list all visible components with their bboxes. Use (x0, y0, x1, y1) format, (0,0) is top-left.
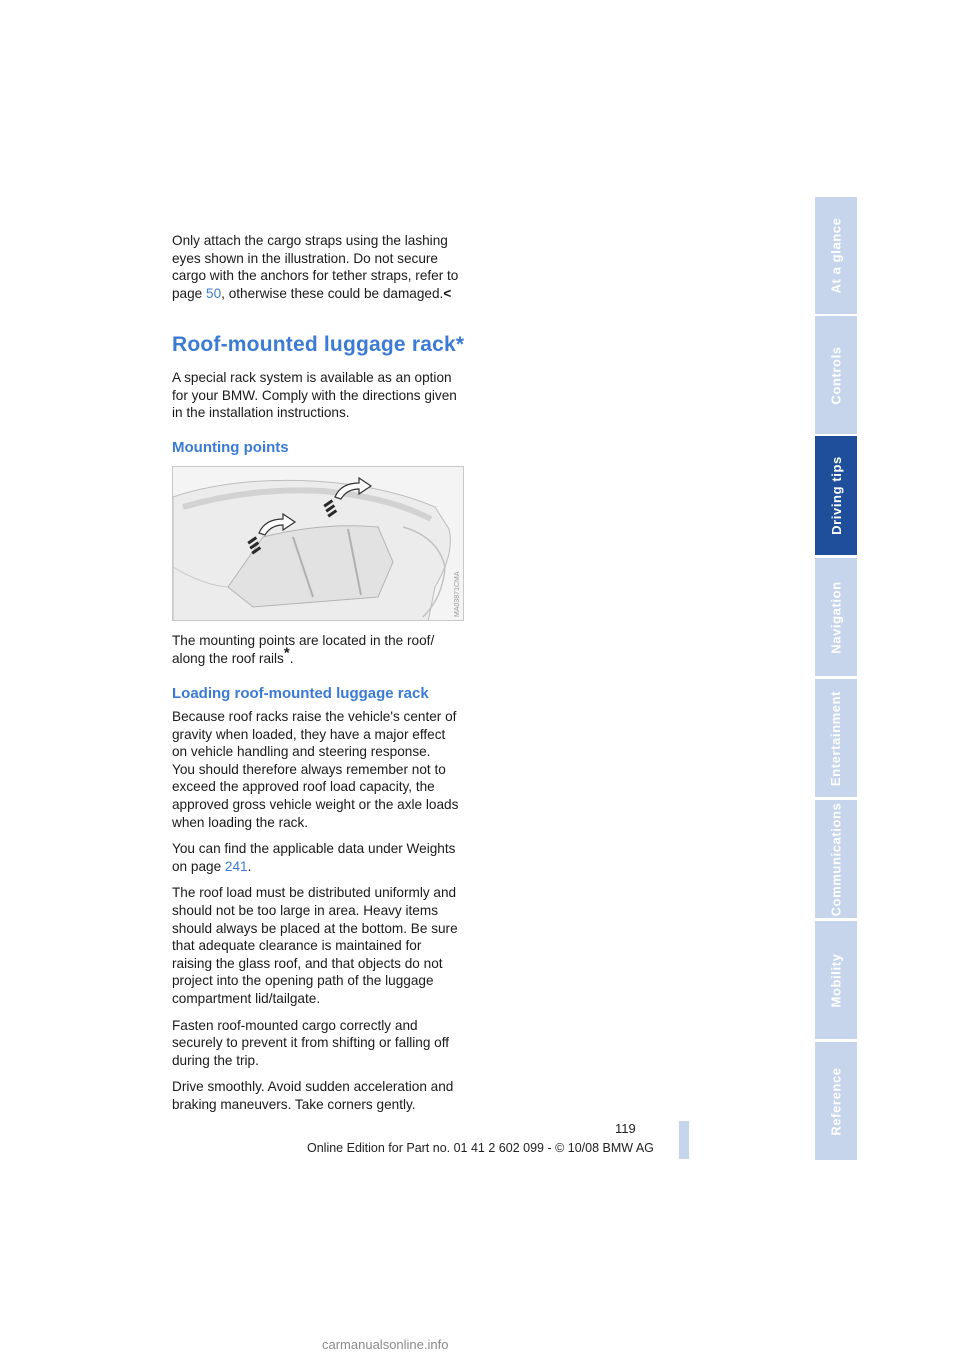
tab-driving-tips[interactable]: Driving tips (815, 436, 857, 555)
loading-paragraph-4: Fasten roof-mounted cargo correctly and securely to prevent it from shifting or falling off during the trip. (172, 1017, 450, 1068)
page-number: 119 (615, 1121, 636, 1136)
section-title: Roof-mounted luggage rack* (172, 333, 465, 356)
mounting-caption-end: . (289, 650, 294, 666)
page-number-bar (679, 1121, 689, 1159)
intro-paragraph (172, 232, 464, 302)
tab-at-a-glance[interactable]: At a glance (815, 197, 857, 314)
edition-footer: Online Edition for Part no. 01 41 2 602 099 - © 10/08 BMW AG (307, 1141, 654, 1155)
section-intro (172, 369, 464, 422)
loading-paragraph-2: You can find the applicable data under Weights on page (172, 841, 456, 874)
page-link-50[interactable]: 50 (206, 285, 222, 301)
car-roof-drawing (173, 467, 464, 621)
loading-body (172, 708, 464, 1113)
end-mark: < (443, 285, 452, 301)
tab-navigation[interactable]: Navigation (815, 558, 857, 676)
page-link-241[interactable]: 241 (224, 858, 248, 874)
intro-text: Only attach the cargo straps using the lashing eyes shown in the illustration. Do not secure cargo with the anchors for tether straps, refer to page (172, 233, 459, 301)
intro-text-end: , otherwise these could be damaged. (221, 285, 444, 301)
loading-paragraph-3: The roof load must be distributed uniformly and should not be too large in area. Heavy items should always be placed at the bottom. Be sure that adequate clearance is maintained for raising the glass roof, and that objects do not project into the opening path of the luggage compartment lid/tailgate. (172, 885, 458, 1006)
mounting-caption-text: The mounting points are located in the roof/ along the roof rails (172, 633, 435, 666)
mounting-caption (172, 632, 464, 667)
tab-mobility[interactable]: Mobility (815, 921, 857, 1039)
loading-paragraph-1b: You should therefore always remember not to exceed the approved roof load capacity, the approved gross vehicle weight or the axle loads when loading the rack. (172, 761, 459, 830)
roof-mounting-illustration (172, 466, 464, 621)
option-star: * (283, 644, 290, 662)
section-intro-text: A special rack system is available as an option for your BMW. Comply with the directions given in the installation instructions. (172, 370, 457, 421)
chapter-sidebar (815, 197, 857, 1160)
tab-entertainment[interactable]: Entertainment (815, 679, 857, 797)
loading-paragraph-5: Drive smoothly. Avoid sudden acceleration and braking maneuvers. Take corners gently. (172, 1079, 454, 1112)
loading-paragraph-2-end: . (247, 858, 252, 874)
tab-communications[interactable]: Communications (815, 800, 857, 918)
loading-paragraph-1a: Because roof racks raise the vehicle's center of gravity when loaded, they have a major effect on vehicle handling and steering response. (172, 709, 457, 760)
tab-controls[interactable]: Controls (815, 316, 857, 434)
loading-heading: Loading roof-mounted luggage rack (172, 685, 429, 702)
figure-code: MA03871CMA (454, 571, 461, 617)
mounting-heading: Mounting points (172, 439, 289, 456)
tab-reference[interactable]: Reference (815, 1042, 857, 1160)
site-watermark: carmanualsonline.info (322, 1337, 449, 1352)
